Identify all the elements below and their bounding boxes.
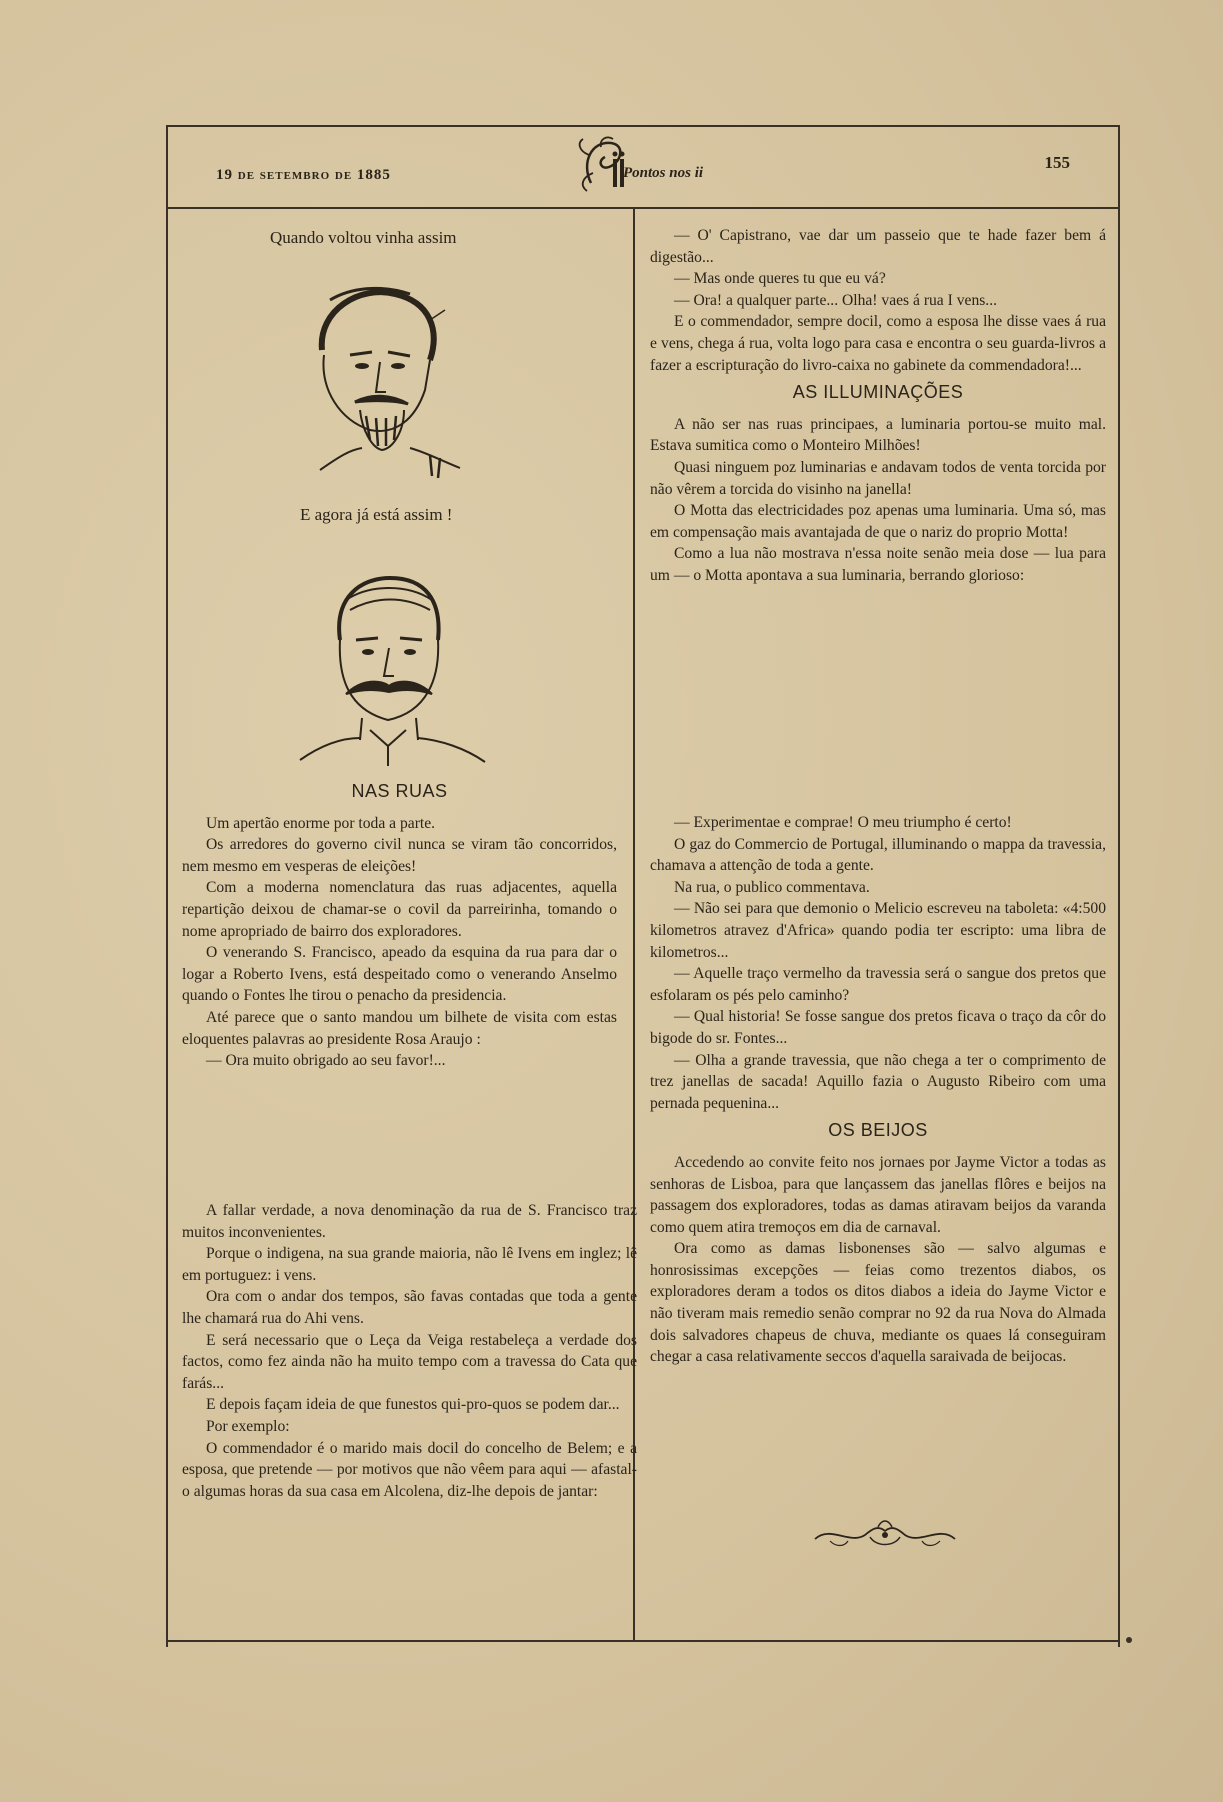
portrait-moustached-icon — [290, 570, 500, 775]
paragraph: — Aquelle traço vermelho da travessia será o sangue dos pretos que esfolaram os pés pelo caminho? — [650, 965, 1106, 1004]
paragraph: Ora como as damas lisbonenses são — salvo algumas e honrosissimas excepções — feias como trezentos diabos, os exploradores deram a todos os ditos diabos a ideia do Jayme Victor e não tiveram mais remedio senão comprar no 92 da rua Nova do Almada dois salvadores chapeus de chuva, mediante os quaes lá conseguiram chegar a casa relativamente seccos d'aquella saraivada de beijocas. — [650, 1240, 1106, 1366]
paragraph: — Não sei para que demonio o Melicio escreveu na taboleta: «4:500 kilometros atravez d'Africa» quando podia ter escripto: uma libra de kilometros... — [650, 900, 1106, 961]
paragraph: O commendador é o marido mais docil do concelho de Belem; e a esposa, que pretende — por motivos que não vêem para aqui — afastal-o algumas horas da sua casa em Alcolena, diz-lhe depois de jantar: — [182, 1439, 637, 1500]
paragraph: — Qual historia! Se fosse sangue dos pretos ficava o traço da côr do bigode do sr. Fontes... — [650, 1008, 1106, 1047]
flourish-ornament-icon — [810, 1515, 960, 1560]
paragraph: — O' Capistrano, vae dar um passeio que te hade fazer bem á digestão... — [650, 227, 1106, 266]
section-right-top — [650, 225, 1106, 587]
paragraph: — Olha a grande travessia, que não chega a ter o comprimento de trez janellas de sacada! Aquillo fazia o Augusto Ribeiro com uma pernada pequenina... — [650, 1051, 1106, 1112]
paragraph: E o commendador, sempre docil, como a esposa lhe disse vaes á rua e vens, chega á rua, volta logo para casa e encontra o seu guarda-livros a fazer a escripturação do livro-caixa no gabinete da commendadora!... — [650, 313, 1106, 374]
section-nas-ruas — [182, 775, 617, 1072]
issue-date: 19 de setembro de 1885 — [216, 167, 391, 183]
page-number: 155 — [1044, 153, 1070, 172]
paragraph: O gaz do Commercio de Portugal, illuminando o mappa da travessia, chamava a attenção de toda a gente. — [650, 835, 1106, 875]
paragraph: Accedendo ao convite feito nos jornaes por Jayme Victor a todas as senhoras de Lisboa, para que lançassem das janellas flôres e beijos na passagem dos exploradores, todas as damas atiravam beijos da varanda como quem atira tremoços em dia de carnaval. — [650, 1153, 1106, 1236]
paragraph: Até parece que o santo mandou um bilhete de visita com estas eloquentes palavras ao presidente Rosa Araujo : — [182, 1008, 617, 1048]
bottom-rule — [168, 1640, 1118, 1642]
page-header — [166, 125, 1118, 209]
paragraph: — Ora muito obrigado ao seu favor!... — [206, 1052, 446, 1070]
paragraph: Quasi ninguem poz luminarias e andavam todos de venta torcida por não vêrem a torcida do visinho na janella! — [650, 458, 1106, 498]
paragraph: O Motta das electricidades poz apenas uma luminaria. Uma só, mas em compensação mais avantajada de que o nariz do proprio Motta! — [650, 502, 1106, 541]
paragraph: Como a lua não mostrava n'essa noite senão meia dose — lua para um — o Motta apontava a sua luminaria, berrando glorioso: — [650, 545, 1106, 584]
paragraph: Ora com o andar dos tempos, são favas contadas que toda a gente lhe chamará rua do Ahi vens. — [182, 1288, 637, 1327]
paragraph: Com a moderna nomenclatura das ruas adjacentes, aquella repartição deixou de chamar-se o covil da parreirinha, tomando o nome apropriado de bairro dos exploradores. — [182, 879, 617, 940]
heading-nas-ruas: NAS RUAS — [351, 781, 448, 801]
paragraph: E depois façam ideia de que funestos qui-pro-quos se podem dar... — [206, 1396, 620, 1414]
corner-dot — [1126, 1637, 1132, 1643]
caption-after: E agora já está assim ! — [300, 505, 453, 524]
heading-illuminacoes: AS ILLUMINAÇÕES — [792, 382, 964, 403]
paragraph: Um apertão enorme por toda a parte. — [206, 814, 436, 832]
section-right-bottom — [650, 812, 1106, 1368]
masthead-logo — [571, 133, 721, 197]
paragraph: Na rua, o publico commentava. — [674, 878, 870, 896]
section-left-bottom — [182, 1200, 637, 1502]
masthead-title: Pontos nos ii — [623, 165, 704, 181]
paragraph: Os arredores do governo civil nunca se viram tão concorridos, nem mesmo em vesperas de eleições! — [182, 836, 617, 875]
paragraph: — Mas onde queres tu que eu vá? — [674, 270, 886, 288]
paragraph: Por exemplo: — [206, 1417, 290, 1435]
paragraph: O venerando S. Francisco, apeado da esquina da rua para dar o logar a Roberto Ivens, está despeitado como o venerando Anselmo quando o Fontes lhe tirou o penacho da presidencia. — [182, 944, 617, 1005]
paragraph: Porque o indigena, na sua grande maioria, não lê Ivens em inglez; lê em portuguez: i vens. — [182, 1245, 637, 1284]
paragraph: A fallar verdade, a nova denominação da rua de S. Francisco traz muitos inconvenientes. — [182, 1202, 637, 1241]
paragraph: A não ser nas ruas principaes, a luminaria portou-se muito mal. Estava sumitica como o Monteiro Milhões! — [650, 415, 1106, 455]
paragraph: E será necessario que o Leça da Veiga restabeleça a verdade dos factos, como fez ainda não ha muito tempo com a travessa do Cata que farás... — [182, 1331, 637, 1392]
heading-beijos: OS BEIJOS — [828, 1120, 928, 1141]
caption-before: Quando voltou vinha assim — [270, 228, 457, 247]
paragraph: — Ora! a qualquer parte... Olha! vaes á rua I vens... — [674, 291, 997, 309]
paragraph: — Experimentae e comprae! O meu triumpho é certo! — [674, 814, 1012, 831]
portrait-bearded-icon — [300, 280, 470, 485]
